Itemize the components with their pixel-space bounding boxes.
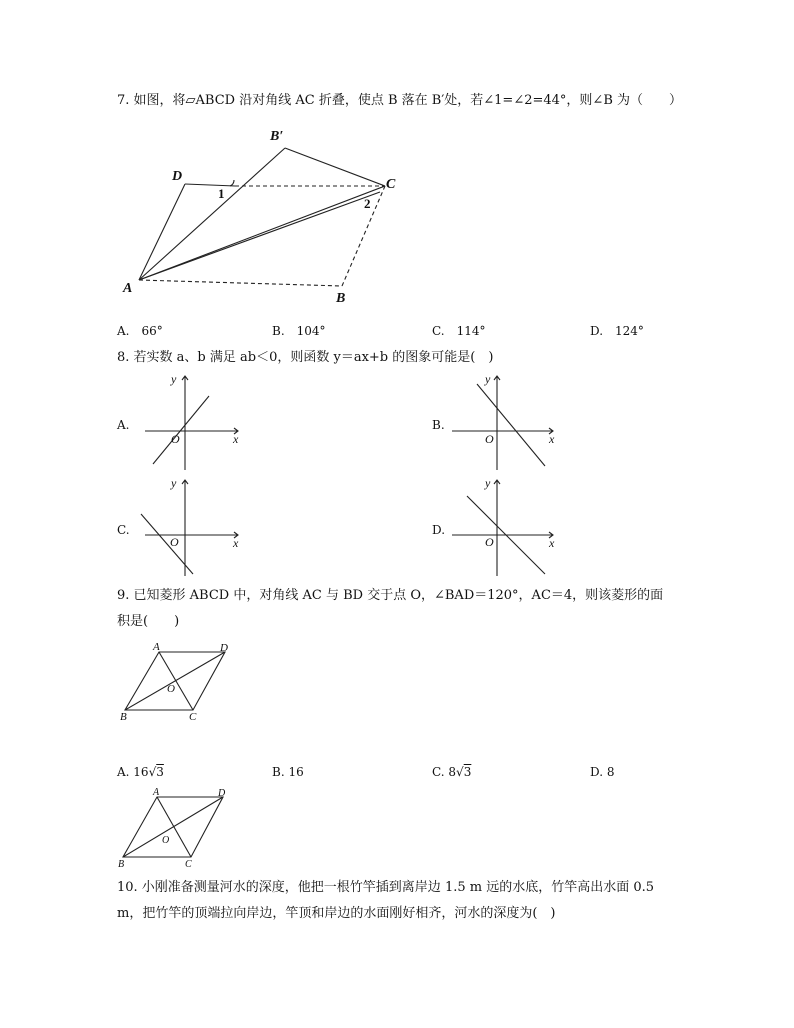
origin-label: O (170, 535, 179, 549)
q7-label-B-prime: B′ (270, 129, 284, 144)
q9-option-a-text: A. 16 (117, 765, 149, 779)
q7-option-c[interactable]: C. 114° (432, 324, 486, 338)
q8-graph-d[interactable] (447, 474, 562, 579)
sqrt-sign: √ (148, 765, 157, 779)
y-label: y (485, 476, 491, 490)
q9-option-c-radicand: 3 (463, 765, 472, 779)
q7-label-B: B (336, 291, 346, 306)
x-label: x (549, 536, 555, 550)
x-label: x (549, 432, 555, 446)
origin-label: O (171, 432, 180, 446)
q7-side-AB-prime (139, 148, 285, 280)
q7-option-b[interactable]: B. 104° (272, 324, 326, 338)
q9-stem-line1: 9. 已知菱形 ABCD 中，对角线 AC 与 BD 交于点 O，∠BAD＝120°，AC＝4，则该菱形的面 (117, 588, 664, 603)
q9-option-c[interactable] (432, 765, 471, 779)
q9-stem-line2: 积是( ) (117, 614, 180, 629)
q9-figure-rhombus (115, 638, 240, 723)
label-C: C (185, 859, 192, 870)
q8-stem: 8. 若实数 a、b 满足 ab＜0，则函数 y＝ax+b 的图象可能是( ) (117, 350, 494, 365)
q7-figure (110, 122, 410, 312)
label-O: O (167, 683, 175, 695)
q10-stem-line1: 10. 小刚准备测量河水的深度，他把一根竹竿插到离岸边 1.5 m 远的水底，竹竿高出水面 0.5 (117, 880, 655, 895)
origin-label: O (485, 535, 494, 549)
q10-stem-line2: m，把竹竿的顶端拉向岸边，竿顶和岸边的水面刚好相齐，河水的深度为( ) (117, 906, 556, 921)
y-label: y (171, 372, 177, 386)
label-C: C (189, 711, 197, 723)
y-label: y (485, 372, 491, 386)
q8-option-a-letter[interactable]: A. (117, 418, 130, 432)
q8-option-c-letter[interactable]: C. (117, 523, 130, 537)
q7-option-d[interactable]: D. 124° (590, 324, 644, 338)
q7-label-1: 1 (218, 186, 225, 201)
q8-graph-a[interactable] (135, 370, 250, 475)
q8-option-d-letter[interactable]: D. (432, 523, 446, 537)
q7-side-D-to-1 (185, 184, 235, 186)
q9-option-c-text: C. 8 (432, 765, 457, 779)
q7-dashed-AB (139, 280, 342, 286)
x-label: x (233, 536, 239, 550)
diagonal-BD (125, 652, 225, 710)
q9-option-d[interactable]: D. 8 (590, 765, 615, 779)
label-A: A (153, 641, 160, 653)
sqrt-sign: √ (456, 765, 464, 779)
x-label: x (233, 432, 239, 446)
q9-figure-rhombus-2 (113, 785, 238, 870)
q7-side-B-prime-C (285, 148, 385, 186)
q8-graph-b[interactable] (447, 370, 562, 475)
q7-angle-1-arc (230, 180, 234, 186)
graph-line (477, 384, 545, 466)
q9-option-a-radicand: 3 (156, 765, 164, 779)
graph-line (153, 396, 209, 464)
q7-label-D: D (172, 169, 183, 184)
q8-graph-c[interactable] (135, 474, 250, 579)
label-D: D (218, 788, 226, 799)
q7-stem: 7. 如图，将▱ABCD 沿对角线 AC 折叠，使点 B 落在 B′处，若∠1=∠2=44°，则∠B 为（ ） (117, 93, 683, 108)
label-B: B (118, 859, 125, 870)
y-label: y (171, 476, 177, 490)
origin-label: O (485, 432, 494, 446)
q8-option-b-letter[interactable]: B. (432, 418, 445, 432)
label-O: O (162, 835, 170, 846)
q7-diagonal-AC (139, 186, 385, 280)
q9-option-b[interactable]: B. 16 (272, 765, 304, 779)
q9-option-a[interactable] (117, 765, 164, 779)
q7-label-A: A (123, 281, 133, 296)
q7-option-a[interactable]: A. 66° (117, 324, 163, 338)
q7-label-C: C (386, 177, 396, 192)
label-B: B (120, 711, 127, 723)
diagonal-BD (123, 797, 223, 857)
q7-label-2: 2 (364, 196, 371, 211)
label-A: A (153, 787, 160, 798)
label-D: D (220, 642, 228, 654)
